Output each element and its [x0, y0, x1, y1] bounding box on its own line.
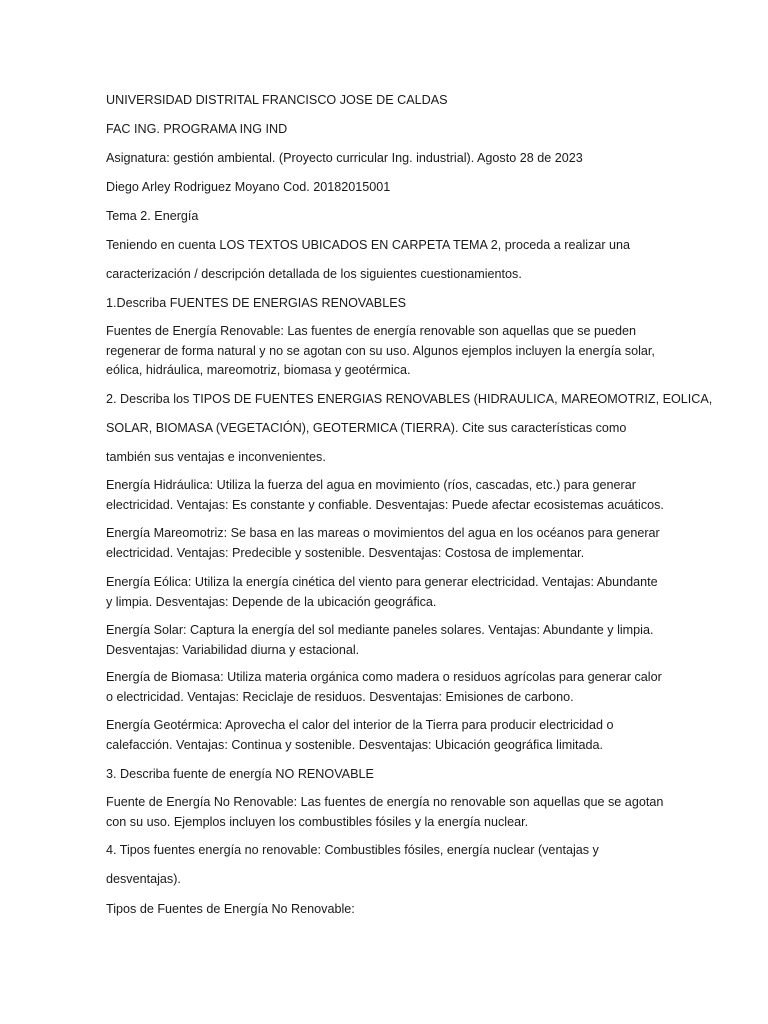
renewable-item-biomasa [106, 668, 666, 707]
answer-1-line: regenerar de forma natural y no se agotan con su uso. Algunos ejemplos incluyen la energía solar, [106, 343, 655, 358]
question-2-line-1: 2. Describa los TIPOS DE FUENTES ENERGIAS RENOVABLES (HIDRAULICA, MAREOMOTRIZ, EOLICA, [106, 392, 713, 406]
question-2-line-2: SOLAR, BIOMASA (VEGETACIÓN), GEOTERMICA (TIERRA). Cite sus características como [106, 421, 627, 435]
item-line: Energía Solar: Captura la energía del sol mediante paneles solares. Ventajas: Abundante y limpia. [106, 623, 654, 637]
item-line: Energía Mareomotriz: Se basa en las mareas o movimientos del agua en los océanos para generar [106, 526, 660, 540]
item-line: Energía de Biomasa: Utiliza materia orgánica como madera o residuos agrícolas para generar calor [106, 670, 662, 684]
question-4-line-1: 4. Tipos fuentes energía no renovable: Combustibles fósiles, energía nuclear (ventajas y [106, 843, 599, 857]
answer-1-line: Fuentes de Energía Renovable: Las fuentes de energía renovable son aquellas que se pueden [106, 324, 637, 338]
university-name: UNIVERSIDAD DISTRITAL FRANCISCO JOSE DE CALDAS [106, 93, 448, 107]
item-line: Energía Hidráulica: Utiliza la fuerza del agua en movimiento (ríos, cascadas, etc.) para generar [106, 478, 636, 492]
answer-3-line: Fuente de Energía No Renovable: Las fuentes de energía no renovable son aquellas que se agotan [106, 795, 664, 809]
item-line: calefacción. Ventajas: Continua y sostenible. Desventajas: Ubicación geográfica limitada. [106, 737, 604, 752]
question-3: 3. Describa fuente de energía NO RENOVABLE [106, 767, 374, 781]
answer-3-line: con su uso. Ejemplos incluyen los combustibles fósiles y la energía nuclear. [106, 814, 529, 829]
item-line: o electricidad. Ventajas: Reciclaje de residuos. Desventajas: Emisiones de carbono. [106, 689, 574, 704]
renewable-item-geotermica [106, 716, 666, 755]
item-line: Energía Geotérmica: Aprovecha el calor del interior de la Tierra para producir electricidad o [106, 718, 614, 732]
renewable-item-mareomotriz [106, 524, 666, 563]
subject-line: Asignatura: gestión ambiental. (Proyecto curricular Ing. industrial). Agosto 28 de 2023 [106, 151, 583, 165]
answer-3 [106, 793, 666, 832]
item-line: electricidad. Ventajas: Predecible y sostenible. Desventajas: Costosa de implementar. [106, 545, 585, 560]
non-renewable-subheading: Tipos de Fuentes de Energía No Renovable: [106, 902, 355, 916]
topic-line: Tema 2. Energía [106, 209, 199, 223]
faculty-program: FAC ING. PROGRAMA ING IND [106, 122, 288, 136]
renewable-item-eolica [106, 573, 666, 612]
item-line: y limpia. Desventajas: Depende de la ubicación geográfica. [106, 594, 437, 609]
item-line: Desventajas: Variabilidad diurna y estacional. [106, 642, 360, 657]
renewable-item-solar [106, 621, 666, 660]
question-1: 1.Describa FUENTES DE ENERGIAS RENOVABLES [106, 296, 406, 310]
instructions-line-2: caracterización / descripción detallada de los siguientes cuestionamientos. [106, 267, 522, 281]
renewable-item-hidraulica [106, 476, 666, 515]
question-4-line-2: desventajas). [106, 872, 181, 886]
answer-1 [106, 322, 666, 381]
question-2-line-3: también sus ventajas e inconvenientes. [106, 450, 326, 464]
instructions-line-1: Teniendo en cuenta LOS TEXTOS UBICADOS EN CARPETA TEMA 2, proceda a realizar una [106, 238, 631, 252]
answer-1-line: eólica, hidráulica, mareomotriz, biomasa y geotérmica. [106, 363, 411, 377]
student-line: Diego Arley Rodriguez Moyano Cod. 20182015001 [106, 180, 391, 194]
item-line: Energía Eólica: Utiliza la energía cinética del viento para generar electricidad. Ventajas: Abundante [106, 575, 658, 589]
item-line: electricidad. Ventajas: Es constante y confiable. Desventajas: Puede afectar ecosistemas acuáticos. [106, 497, 664, 512]
